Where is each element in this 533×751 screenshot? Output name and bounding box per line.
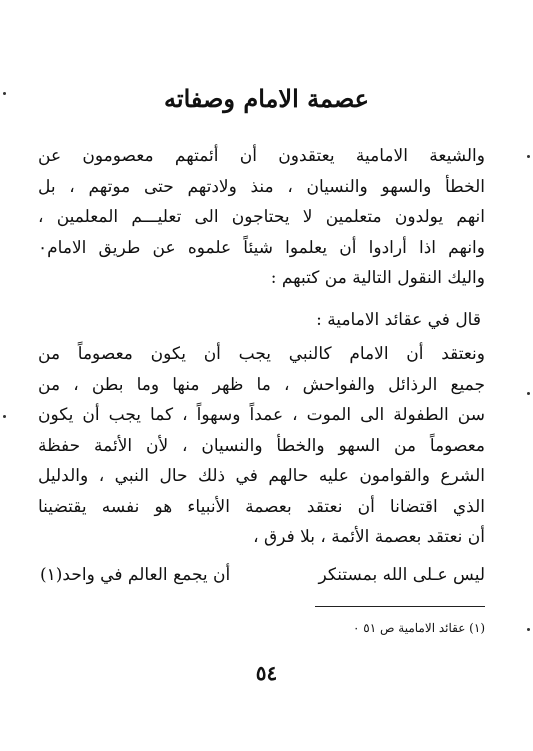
verse-second-hemistich: أن يجمع العالم في واحد(١) — [40, 565, 231, 585]
text-line: الخطأ والسهو والنسيان ، منذ ولادتهم حتى موتهم ، بل — [38, 176, 485, 197]
text-line: والشيعة الامامية يعتقدون أن أئمتهم معصومون عن — [38, 146, 485, 166]
text-line: انهم يولدون متعلمين لا يحتاجون الى تعليـــم المعلمين ، — [38, 207, 485, 227]
text-line: واليك النقول التالية من كتبهم : — [270, 268, 485, 288]
footnote-divider — [315, 606, 485, 607]
text-line: جميع الرذائل والفواحش ، ما ظهر منها وما بطن ، من — [38, 374, 485, 395]
page-number: ٥٤ — [255, 661, 278, 685]
margin-dot-mid-right — [527, 392, 530, 395]
margin-dot-mid-left — [3, 415, 6, 418]
verse-first-hemistich: ليس عـلى الله بمستنكر — [318, 565, 485, 585]
poetry-verse — [40, 560, 485, 590]
margin-dot-low-right — [527, 628, 530, 631]
text-line: ونعتقد أن الامام كالنبي يجب أن يكون معصوماً من — [38, 344, 485, 364]
text-line: وانهم اذا أرادوا أن يعلموا شيئاً علموه عن طريق الامام٠ — [38, 237, 485, 258]
text-line: أن نعتقد بعصمة الأئمة ، بلا فرق ، — [253, 527, 485, 547]
margin-dot-top-right — [527, 155, 530, 158]
text-line: معصوماً من السهو والخطأ والنسيان ، لأن الأئمة حفظة — [38, 435, 485, 456]
page-title: عصمة الامام وصفاته — [164, 84, 369, 113]
section-heading: قال في عقائد الامامية : — [316, 310, 481, 330]
footnote: (١) عقائد الامامية ص ٥١ ٠ — [352, 621, 485, 635]
paragraph-intro — [38, 141, 485, 294]
text-line: الذي اقتضانا أن نعتقد بعصمة الأنبياء هو نفسه يقتضينا — [38, 496, 485, 517]
text-line: الشرع والقوامون عليه حالهم في ذلك حال النبي ، والدليل — [38, 466, 485, 486]
paragraph-quote — [38, 339, 485, 553]
text-line: سن الطفولة الى الموت ، عمداً وسهواً ، كما يجب أن يكون — [38, 405, 485, 425]
